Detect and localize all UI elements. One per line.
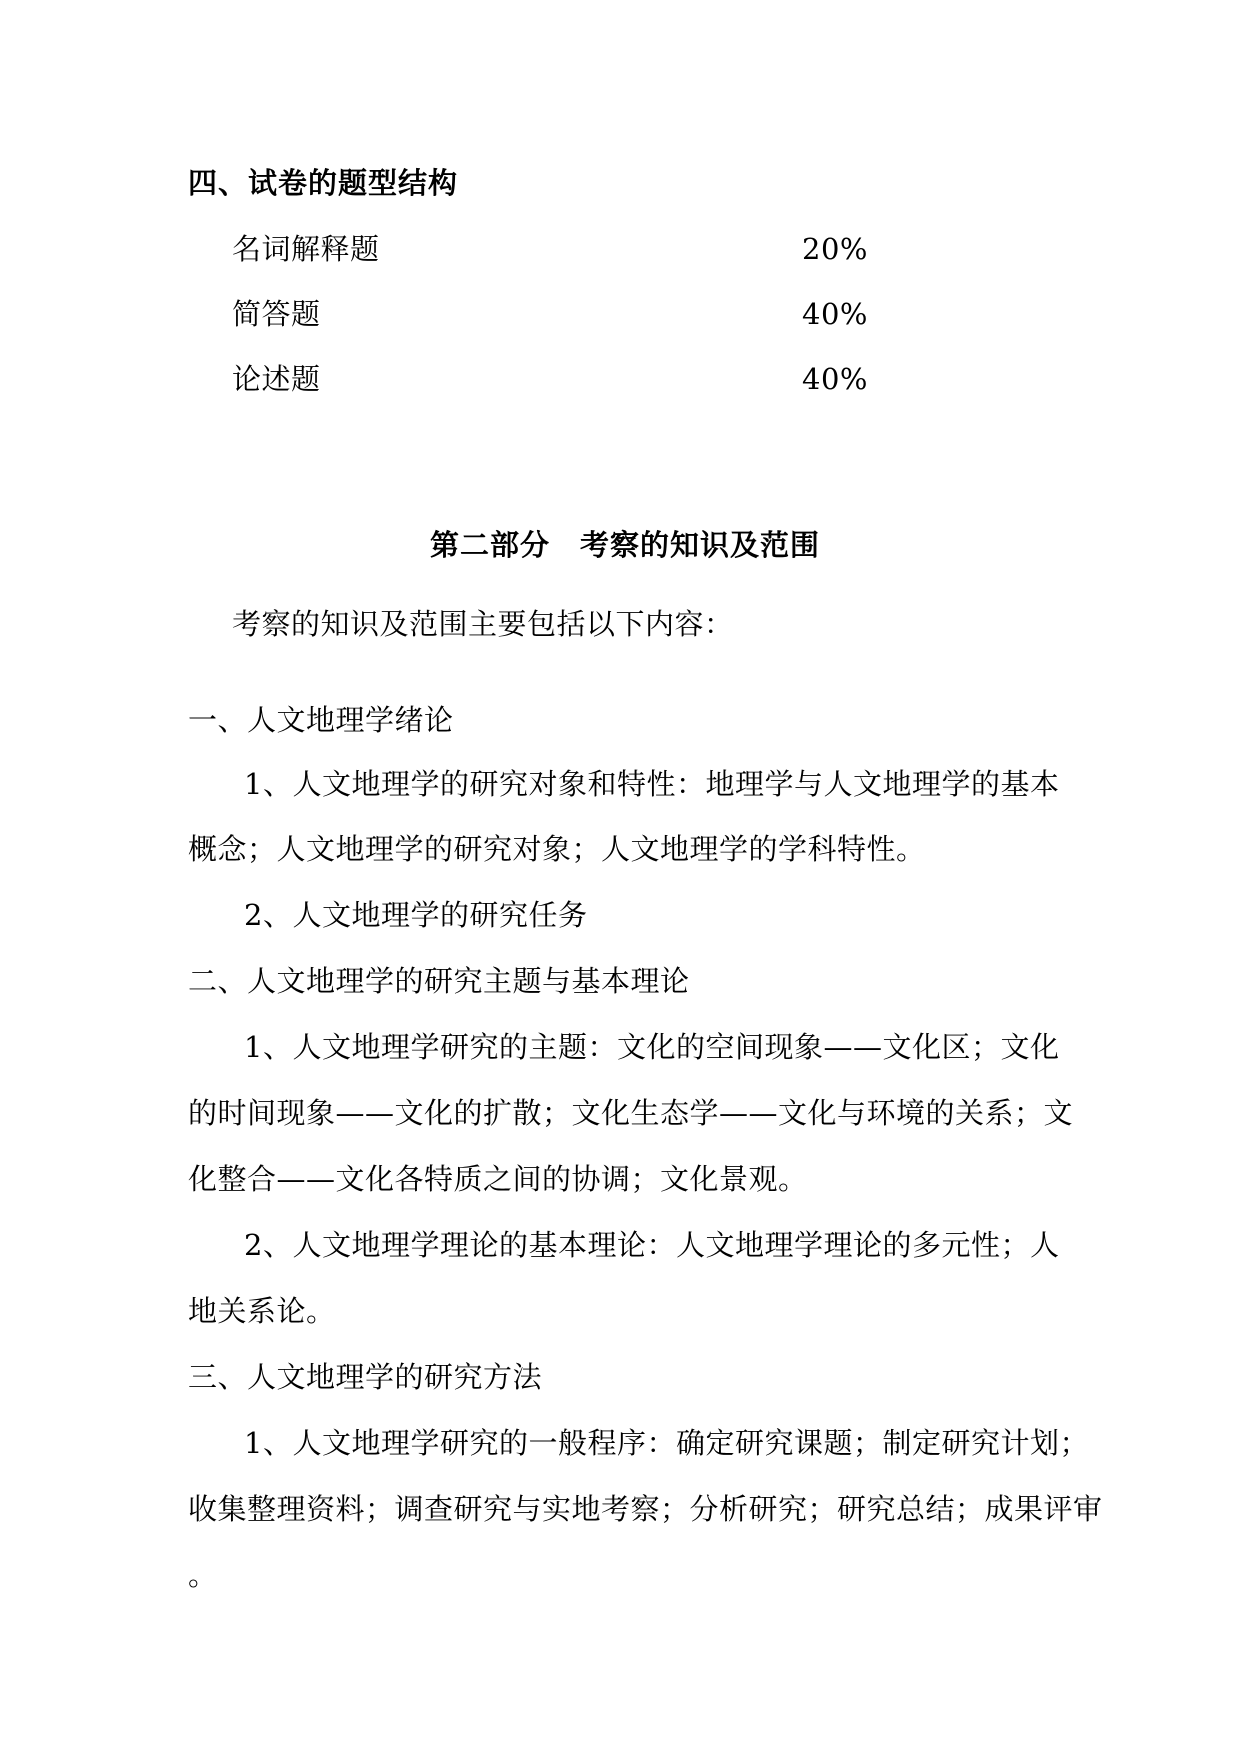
question-type-label: 论述题 [232,362,321,396]
paragraph-line: 概念；人文地理学的研究对象；人文地理学的学科特性。 [188,832,926,866]
paragraph-line: 的时间现象——文化的扩散；文化生态学——文化与环境的关系；文 [188,1096,1074,1130]
paragraph-line: 地关系论。 [188,1294,336,1328]
part-title [430,525,820,565]
part-subject: 考察的知识及范围 [580,528,821,562]
paragraph-line: 化整合——文化各特质之间的协调；文化景观。 [188,1162,808,1196]
question-type-weight: 40% [802,297,868,331]
paragraph-line: 。 [188,1558,218,1592]
chapter-heading: 一、人文地理学绪论 [188,703,454,737]
section-heading: 四、试卷的题型结构 [188,166,459,200]
paragraph-line: 2、人文地理学的研究任务 [244,898,588,932]
paragraph-line: 1、人文地理学研究的一般程序：确定研究课题；制定研究计划； [244,1426,1089,1460]
chapter-heading: 三、人文地理学的研究方法 [188,1360,543,1394]
question-type-weight: 20% [802,232,868,266]
question-type-label: 名词解释题 [232,232,380,266]
chapter-heading: 二、人文地理学的研究主题与基本理论 [188,964,690,998]
question-type-label: 简答题 [232,297,321,331]
question-type-weight: 40% [802,362,868,396]
paragraph-line: 1、人文地理学研究的主题：文化的空间现象——文化区；文化 [244,1030,1060,1064]
paragraph-line: 收集整理资料；调查研究与实地考察；分析研究；研究总结；成果评审 [188,1492,1103,1526]
intro-paragraph: 考察的知识及范围主要包括以下内容： [232,607,734,641]
part-number: 第二部分 [430,528,551,562]
paragraph-line: 2、人文地理学理论的基本理论：人文地理学理论的多元性；人 [244,1228,1060,1262]
paragraph-line: 1、人文地理学的研究对象和特性：地理学与人文地理学的基本 [244,767,1060,801]
